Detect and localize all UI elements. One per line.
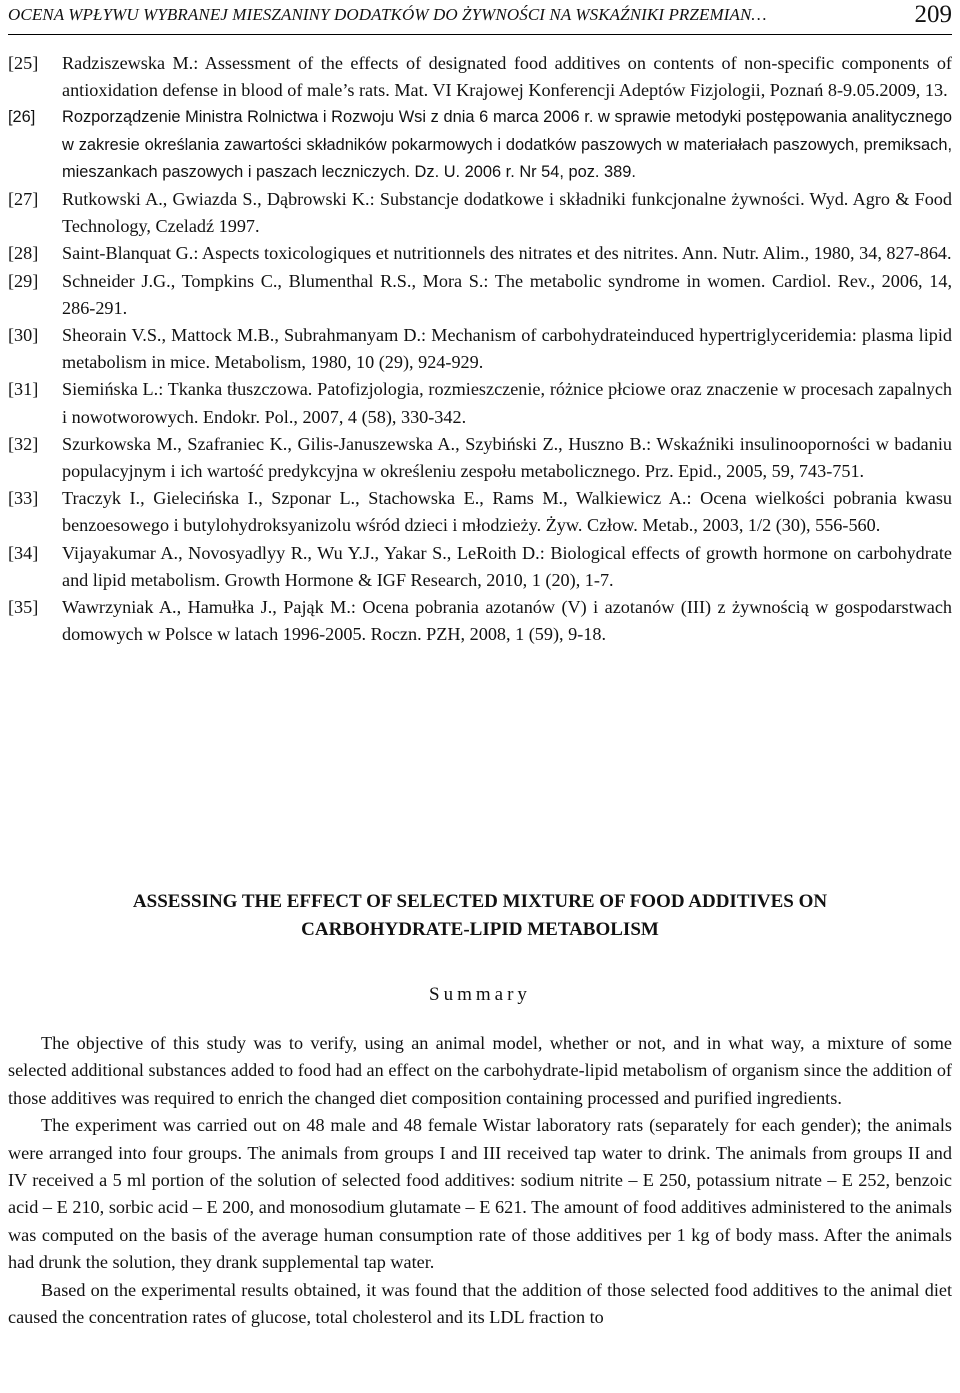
summary-heading: Summary xyxy=(429,984,531,1005)
summary-title-line-1: ASSESSING THE EFFECT OF SELECTED MIXTURE OF FOOD ADDITIVES ON xyxy=(132,891,828,912)
reference-number: [31] xyxy=(8,379,39,400)
reference-text: Vijayakumar A., Novosyadlyy R., Wu Y.J., Yakar S., LeRoith D.: Biological effects of growth hormone on carbohydrate and lipid metabolism. Growth Hormone & IGF Research, 2010, 1 (20), 1-7. xyxy=(62,542,952,590)
reference-number: [34] xyxy=(8,542,39,563)
reference-number: [28] xyxy=(8,243,39,264)
reference-number: [30] xyxy=(8,325,39,346)
reference-item xyxy=(8,240,952,267)
reference-item xyxy=(8,485,952,539)
reference-item xyxy=(8,540,952,594)
reference-text: Rozporządzenie Ministra Rolnictwa i Rozwoju Wsi z dnia 6 marca 2006 r. w sprawie metodyki postępowania analitycznego w zakresie określania zawartości składników pokarmowych i dodatków paszowych w materiałach paszowych, premiksach, mieszankach paszowych i paszach leczniczych. Dz. U. 2006 r. Nr 54, poz. 389. xyxy=(62,108,952,181)
reference-item xyxy=(8,431,952,485)
reference-item xyxy=(8,322,952,376)
summary-paragraph: The experiment was carried out on 48 male and 48 female Wistar laboratory rats (separately for each gender); the animals were arranged into four groups. The animals from groups I and III received tap water to drink. The animals from groups II and IV received a 5 ml portion of the solution of selected food additives: sodium nitrite – E 250, potassium nitrate – E 252, benzoic acid – E 210, sorbic acid – E 200, and monosodium glutamate – E 621. The amount of food additives administered to the animals was computed on the basis of the average human consumption rate of those additives per 1 kg of body mass. After the animals had drunk the solution, they drank supplemental tap water. xyxy=(8,1115,952,1273)
reference-number: [27] xyxy=(8,189,39,210)
reference-text: Saint-Blanquat G.: Aspects toxicologiques et nutritionnels des nitrates et des nitrites. Ann. Nutr. Alim., 1980, 34, 827-864. xyxy=(62,243,952,264)
summary-title-line-2: CARBOHYDRATE-LIPID METABOLISM xyxy=(301,919,659,940)
reference-item xyxy=(8,376,952,430)
reference-item xyxy=(8,268,952,322)
reference-number: [25] xyxy=(8,53,39,73)
running-header xyxy=(8,0,952,35)
summary-paragraph: The objective of this study was to verify, using an animal model, whether or not, and in what way, a mixture of some selected additional substances added to food had an effect on the carbohydrate-lipid metabolism of organism since the addition of those additives was required to enrich the changed diet composition containing processed and purified ingredients. xyxy=(8,1033,952,1108)
reference-number: [29] xyxy=(8,270,39,291)
reference-number: [35] xyxy=(8,597,39,618)
reference-text: Wawrzyniak A., Hamułka J., Pająk M.: Ocena pobrania azotanów (V) i azotanów (III) z żywnością w gospodarstwach domowych w Polsce w latach 1996-2005. Roczn. PZH, 2008, 1 (59), 9-18. xyxy=(62,597,952,645)
reference-number: [32] xyxy=(8,433,39,454)
reference-text: Radziszewska M.: Assessment of the effects of designated food additives on contents of non-specific components of antioxidation defense in blood of male’s rats. Mat. VI Krajowej Konferencji Adeptów Fizjologii, Poznań 8-9.05.2009, 13. xyxy=(62,53,952,101)
reference-text: Sheorain V.S., Mattock M.B., Subrahmanyam D.: Mechanism of carbohydrateinduced hypertriglyceridemia: plasma lipid metabolism in mice. Metabolism, 1980, 10 (29), 924-929. xyxy=(62,325,952,373)
reference-text: Traczyk I., Gielecińska I., Szponar L., Stachowska E., Rams M., Walkiewicz A.: Ocena wielkości pobrania kwasu benzoesowego i butylohydroksyanizolu wśród dzieci i młodzieży. Żyw. Człow. Metab., 2003, 1/2 (30), 556-560. xyxy=(62,488,952,536)
reference-number: [26] xyxy=(8,108,36,127)
english-summary xyxy=(8,888,952,1331)
reference-number: [33] xyxy=(8,488,39,509)
reference-text: Schneider J.G., Tompkins C., Blumenthal R.S., Mora S.: The metabolic syndrome in women. Cardiol. Rev., 2006, 14, 286-291. xyxy=(62,270,952,318)
reference-text: Szurkowska M., Szafraniec K., Gilis-Januszewska A., Szybiński Z., Huszno B.: Wskaźniki insulinooporności w badaniu populacyjnym i ich wartość predykcyjna w określeniu zespołu metabolicznego. Prz. Epid., 2005, 59, 743-751. xyxy=(62,433,952,482)
reference-item xyxy=(8,186,952,240)
reference-text: Siemińska L.: Tkanka tłuszczowa. Patofizjologia, rozmieszczenie, różnice płciowe oraz znaczenie w procesach zapalnych i nowotworowych. Endokr. Pol., 2007, 4 (58), 330-342. xyxy=(62,379,952,427)
reference-list xyxy=(8,50,952,648)
summary-body xyxy=(8,1030,952,1331)
reference-item xyxy=(8,50,952,104)
reference-text: Rutkowski A., Gwiazda S., Dąbrowski K.: Substancje dodatkowe i składniki funkcjonalne żywności. Wyd. Agro & Food Technology, Czeladź 1997. xyxy=(62,189,952,237)
reference-item xyxy=(8,104,952,186)
page-number: 209 xyxy=(914,1,952,28)
running-title: OCENA WPŁYWU WYBRANEJ MIESZANINY DODATKÓW DO ŻYWNOŚCI NA WSKAŹNIKI PRZEMIAN… xyxy=(8,5,767,24)
reference-item xyxy=(8,594,952,648)
summary-paragraph: Based on the experimental results obtained, it was found that the addition of those selected food additives to the animal diet caused the concentration rates of glucose, total cholesterol and its LDL fraction to xyxy=(8,1279,952,1328)
